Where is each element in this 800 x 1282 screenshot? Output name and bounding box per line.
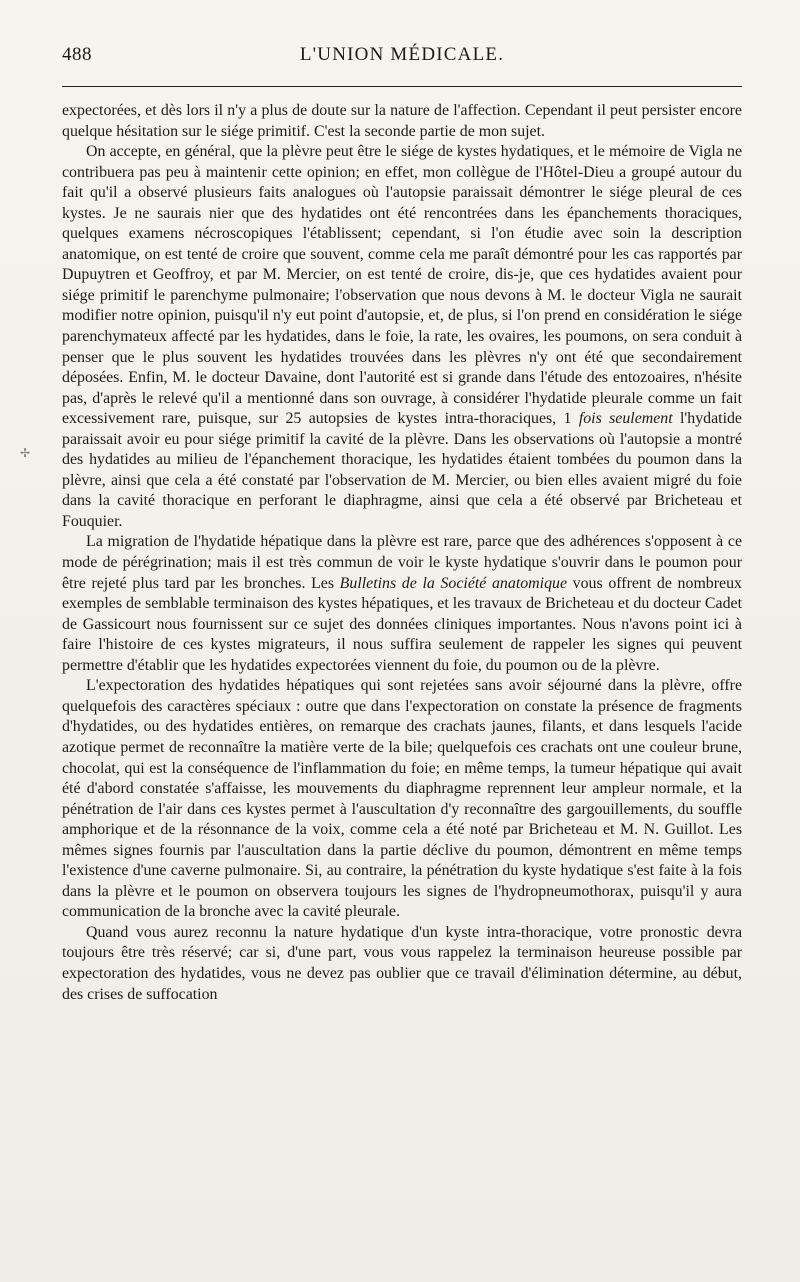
page-header [62, 44, 742, 70]
paragraph-p4 [62, 676, 742, 923]
text-segment: L'expectoration des hydatides hépatiques qui sont rejetées sans avoir séjourné dans la plèvre, offre quelquefois des caractères spéciaux : outre que dans l'expectoration on constate la présence de fragments d'hydatides, ou des hydatides entières, on remarque des crachats jaunes, filants, et dans lesquels l'acide azotique permet de reconnaître la matière verte de la bile; quelquefois ces crachats ont une couleur brune, chocolat, qui est la conséquence de l'inflammation du foie; en même temps, la tumeur hépatique qui avait été d'abord constatée s'affaisse, les mouvements du diaphragme reprennent leur ampleur normale, et la pénétration de l'air dans ces kystes permet à l'auscultation d'y reconnaître des gargouillements, du souffle amphorique et de la résonnance de la voix, comme cela a été noté par Bricheteau et M. N. Guillot. Les mêmes signes fournis par l'auscultation dans la partie déclive du poumon, démontrent en même temps l'existence d'une caverne pulmonaire. Si, au contraire, la pénétration du kyste hydatique s'est faite à la fois dans la plèvre et le poumon on observera toujours les signes de l'hydropneumothorax, puisqu'il y aura communication de la bronche avec la cavité pleurale. [62, 677, 742, 921]
body-text [62, 101, 742, 1005]
text-segment: expectorées, et dès lors il n'y a plus de doute sur la nature de l'affection. Cependant il peut persister encore quelque hésitation sur le siége primitif. C'est la seconde partie de mon sujet. [62, 102, 742, 140]
paragraph-p5 [62, 923, 742, 1005]
text-segment: On accepte, en général, que la plèvre peut être le siége de kystes hydatiques, et le mémoire de Vigla ne contribuera pas peu à maintenir cette opinion; en effet, mon collègue de l'Hôtel-Dieu a groupé autour du fait qu'il a observé plusieurs faits analogues où l'autopsie paraissait démontrer le siége pleural de ces kystes. Je ne saurais nier que des hydatides ont été rencontrées dans les épanchements thoraciques, quelques examens nécroscopiques l'établissent; cependant, si l'on étudie avec soin la description anatomique, on est tenté de croire que souvent, comme cela me paraît démontré pour les cas rapportés par Dupuytren et Geoffroy, et par M. Mercier, on est tenté de croire, dis-je, que ces hydatides avaient pour siége primitif le parenchyme pulmonaire; l'observation que nous devons à M. le docteur Vigla ne saurait modifier notre opinion, puisqu'il n'y eut point d'autopsie, et, de plus, si l'on prend en considération le siége parenchymateux affecté par les hydatides, dans le foie, la rate, les ovaires, les poumons, on sera conduit à penser que le plus souvent les hydatides trouvées dans les plèvres n'y ont été que secondairement déposées. Enfin, M. le docteur Davaine, dont l'autorité est si grande dans l'étude des entozoaires, n'hésite pas, d'après le relevé qu'il a mentionné dans son ouvrage, à considérer l'hydatide pleurale comme un fait excessivement rare, puisque, sur 25 autopsies de kystes intra-thoraciques, 1 [62, 143, 742, 428]
paragraph-p3 [62, 532, 742, 676]
header-rule [62, 86, 742, 87]
paragraph-p1 [62, 101, 742, 142]
italic-phrase: fois seulement [578, 410, 673, 428]
paragraph-p2 [62, 142, 742, 532]
running-title: L'UNION MÉDICALE. [299, 44, 505, 65]
text-segment: l'hydatide paraissait avoir eu pour siége primitif la cavité de la plèvre. Dans les observations où l'autopsie a montré des hydatides au milieu de l'épanchement thoracique, les hydatides étaient tombées du poumon dans la plèvre, ainsi que cela a été constaté par l'observation de M. Mercier, ou bien elles avaient migré du foie dans la cavité thoracique en perforant le diaphragme, ainsi que cela a été observé par Bricheteau et Fouquier. [62, 410, 742, 530]
italic-phrase: Bulletins de la Société anatomique [339, 574, 568, 592]
margin-marker: ✢ [20, 446, 31, 460]
text-segment: Quand vous aurez reconnu la nature hydatique d'un kyste intra-thoracique, votre pronostic devra toujours être très réservé; car si, d'une part, vous vous rappelez la terminaison heureuse possible par expectoration des hydatides, vous ne devez pas oublier que ce travail d'élimination détermine, au début, des crises de suffocation [62, 923, 742, 1003]
text-segment: La migration de l'hydatide hépatique dans la plèvre est rare, parce que des adhérences s'opposent à ce mode de pérégrination; mais il est très commun de voir le kyste hydatique s'ouvrir dans le poumon pour être rejeté plus tard par les bronches. Les [62, 533, 742, 592]
text-segment: vous offrent de nombreux exemples de semblable terminaison des kystes hépatiques, et les travaux de Bricheteau et du docteur Cadet de Gassicourt nous fournissent sur ce sujet des données cliniques importantes. Nous n'avons point ici à faire l'histoire de ces kystes migrateurs, il nous suffira seulement de rappeler les signes qui peuvent permettre d'établir que les hydatides expectorées viennent du foie, du poumon ou de la plèvre. [62, 574, 742, 674]
page-number: 488 [62, 44, 92, 65]
